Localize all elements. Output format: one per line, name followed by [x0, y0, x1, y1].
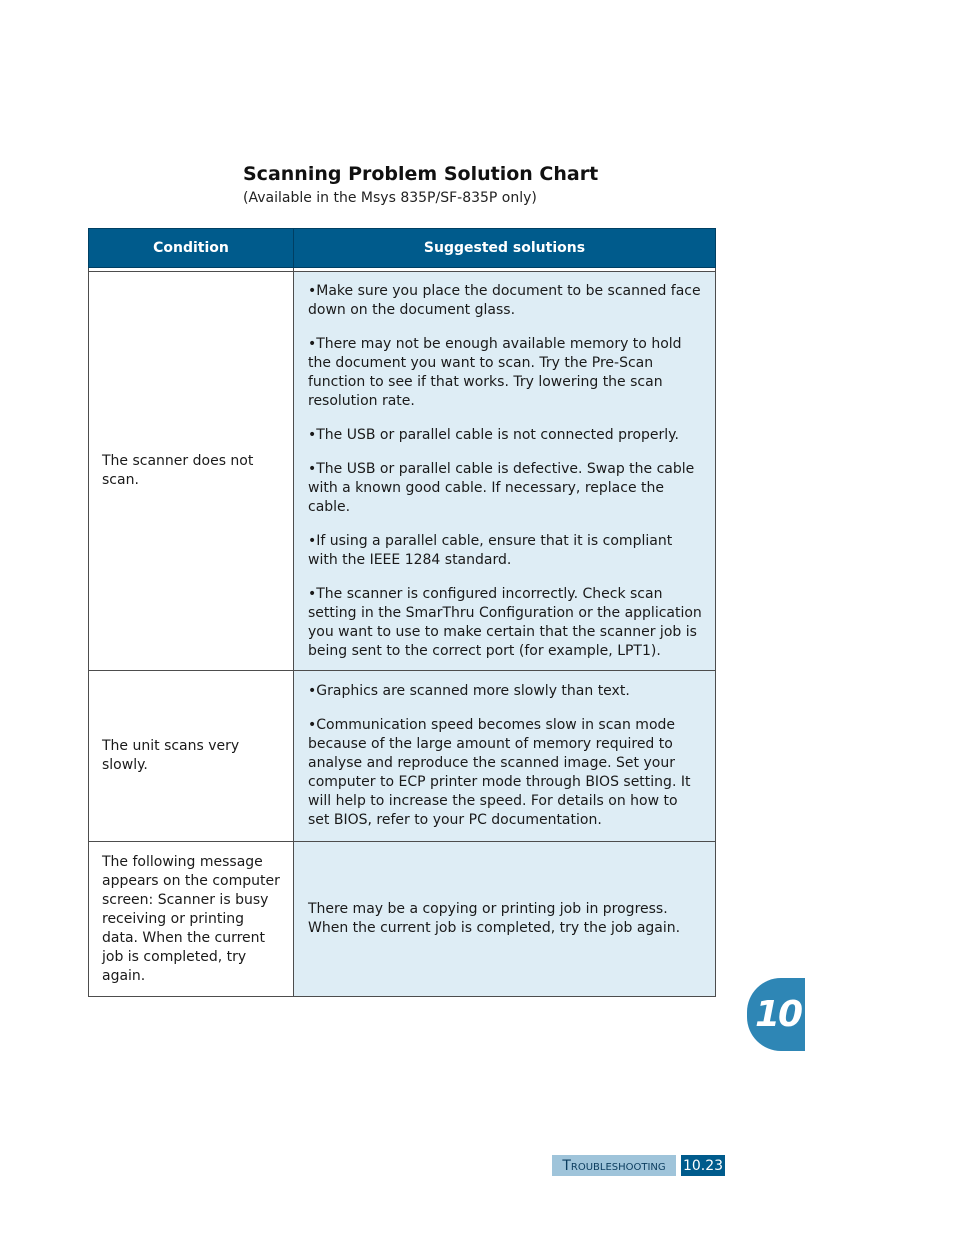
condition-cell: The unit scans very slowly. [89, 671, 294, 842]
chapter-number: 10 [754, 994, 802, 1035]
solution-item: •Communication speed becomes slow in scan mode because of the large amount of memory required to analyse and reproduce the scanned image. Set your computer to ECP printer mode through BIOS setting. It will help to increase the speed. For details on how to set BIOS, refer to your PC documentation. [308, 717, 691, 828]
solutions-cell [294, 671, 716, 842]
solution-item: •The scanner is configured incorrectly. Check scan setting in the SmarThru Configuration or the application you want to use to make certain that the scanner job is being sent to the correct port (for example, LPT1). [308, 585, 702, 659]
column-header-solutions: Suggested solutions [294, 229, 716, 268]
condition-cell: The following message appears on the computer screen: Scanner is busy receiving or printing data. When the current job is completed, try again. [89, 842, 294, 997]
solutions-cell [294, 272, 716, 671]
chapter-tab [747, 978, 805, 1051]
solution-table [88, 228, 716, 997]
solutions-cell [294, 842, 716, 997]
footer-page-number: 10.23 [681, 1155, 725, 1176]
page-subtitle: (Available in the Msys 835P/SF-835P only) [243, 190, 537, 206]
table-row [89, 671, 716, 842]
page-title: Scanning Problem Solution Chart [243, 163, 599, 185]
solution-item: •The USB or parallel cable is defective. Swap the cable with a known good cable. If necessary, replace the cable. [308, 460, 695, 515]
condition-cell: The scanner does not scan. [89, 272, 294, 671]
solution-item: There may be a copying or printing job in progress. When the current job is completed, try the job again. [308, 901, 681, 936]
column-header-condition: Condition [89, 229, 294, 268]
table-header-row [89, 229, 716, 268]
solution-item: •If using a parallel cable, ensure that it is compliant with the IEEE 1284 standard. [308, 532, 673, 568]
table-row [89, 272, 716, 671]
table-row [89, 842, 716, 997]
solution-item: •There may not be enough available memory to hold the document you want to scan. Try the Pre-Scan function to see if that works. Try lowering the scan resolution rate. [308, 335, 682, 409]
solution-item: •Graphics are scanned more slowly than text. [308, 683, 630, 699]
solution-item: •Make sure you place the document to be scanned face down on the document glass. [308, 282, 701, 318]
footer-section-label: Troubleshooting [552, 1155, 676, 1176]
solution-item: •The USB or parallel cable is not connected properly. [308, 426, 679, 443]
